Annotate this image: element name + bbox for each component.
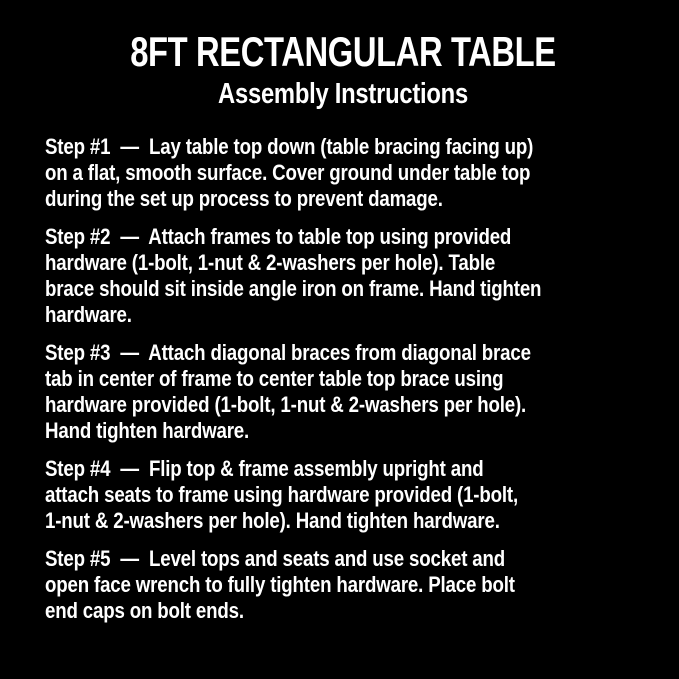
step-3 [45, 340, 641, 444]
step-line: during the set up process to prevent damage. [45, 186, 443, 211]
page-subtitle: Assembly Instructions [218, 78, 468, 110]
page-title: 8FT RECTANGULAR TABLE [130, 28, 556, 75]
step-line: Step #1 — Lay table top down (table bracing facing up) [45, 134, 534, 159]
step-line: hardware provided (1-bolt, 1-nut & 2-washers per hole). [45, 392, 527, 417]
steps [45, 134, 641, 624]
step-line: 1-nut & 2-washers per hole). Hand tighten hardware. [45, 508, 500, 533]
step-line: hardware. [45, 302, 132, 327]
step-line: open face wrench to fully tighten hardware. Place bolt [45, 572, 515, 597]
step-line: Step #5 — Level tops and seats and use socket and [45, 546, 506, 571]
step-line: attach seats to frame using hardware provided (1-bolt, [45, 482, 518, 507]
step-line: Step #4 — Flip top & frame assembly upright and [45, 456, 484, 481]
step-line: Step #3 — Attach diagonal braces from diagonal brace [45, 340, 531, 365]
step-line: Step #2 — Attach frames to table top using provided [45, 224, 512, 249]
step-line: brace should sit inside angle iron on frame. Hand tighten [45, 276, 542, 301]
step-2 [45, 224, 641, 328]
step-line: on a flat, smooth surface. Cover ground under table top [45, 160, 531, 185]
step-line: hardware (1-bolt, 1-nut & 2-washers per hole). Table [45, 250, 496, 275]
step-line: Hand tighten hardware. [45, 418, 250, 443]
step-line: end caps on bolt ends. [45, 598, 244, 623]
step-line: tab in center of frame to center table top brace using [45, 366, 504, 391]
step-4 [45, 456, 641, 534]
step-5 [45, 546, 641, 624]
step-1 [45, 134, 641, 212]
